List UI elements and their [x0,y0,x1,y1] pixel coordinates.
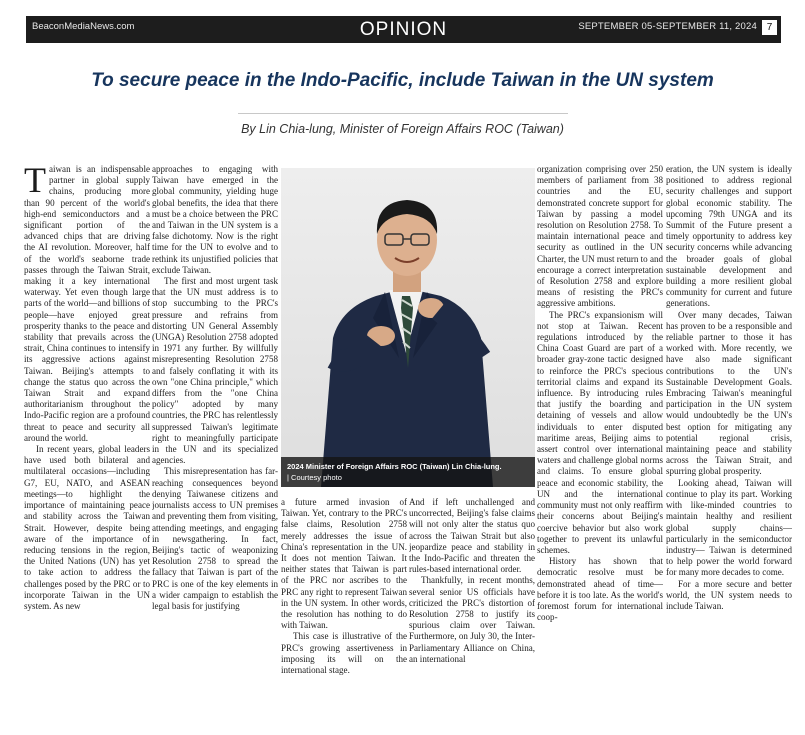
column-2 [152,164,278,730]
paragraph: The PRC's expansionism will not stop at Taiwan. Recent regulations introduced by the China Coast Guard are part of a broader gray-zone tactic designed to reinforce the PRC's specious territorial claims and expand its influence. By introducing rules that justify the boarding and detaining of vessels and allow individuals to enter disputed maritime areas, Beijing aims to assert control over international waters and challenge global norms and claims. To ensure global peace and economic stability, the UN and the international community must not only reaffirm their concerns about Beijing's coercive behavior but also work together to prevent its unlawful schemes. [537,309,663,555]
site-name[interactable]: BeaconMediaNews.com [32,21,135,32]
paragraph: History has shown that democratic resolve must be demonstrated ahead of time—before it is too late. As the world's foremost forum for international coop- [537,556,663,623]
page-number: 7 [762,20,777,35]
section-title: OPINION [359,19,448,40]
paragraph: Over many decades, Taiwan has proven to be a responsible and reliable partner to those it has worked with. More recently, we have also made significant contributions to the UN's Sustainable Development Goals. Embracing Taiwan's meaningful participation in the UN system would undoubtedly be the UN's best option for mitigating any potential regional crisis, maintaining peace and stability across the Taiwan Strait, and spurring global prosperity. [666,309,792,477]
paragraph: Taiwan is an indispensable partner in global supply chains, producing more than 90 percent of the world's high-end semiconductors and a significant portion of the advanced chips that are driving the AI revolution. Moreover, half of the world's seaborne trade passes through the Taiwan Strait, making it a key international waterway. Yet even though large parts of the world—and billions of people—have enjoyed great prosperity thanks to the peace and stability that prevails across the strait, China continues to intensify its aggressive actions against Taiwan. Beijing's attempts to change the status quo across the Taiwan Strait and expand authoritarianism throughout the Indo-Pacific region are a profound threat to peace and security all around the world. [24,164,150,443]
caption-text: 2024 Minister of Foreign Affairs ROC (Taiwan) Lin Chia-lung. [287,462,502,471]
paragraph: eration, the UN system is ideally positioned to address regional security challenges and support global economic stability. The upcoming 79th UNGA and its Summit of the Future present a timely opportunity to address key security concerns while advancing the broader goals of global sustainable development and building a more resilient global community for current and future generations. [666,164,792,309]
paragraph: And if left unchallenged and uncorrected, Beijing's false claims will not only alter the status quo across the Taiwan Strait but also jeopardize peace and stability in the Indo-Pacific and threaten the rules-based international order. [409,497,535,575]
article-byline: By Lin Chia-lung, Minister of Foreign Affairs ROC (Taiwan) [241,122,564,136]
paragraph: Thankfully, in recent months, several senior US officials have criticized the PRC's distortion of Resolution 2758 to justify its spurious claim over Taiwan. Furthermore, on July 30, the Inter-Parliamentary Alliance on China, an international [409,575,535,664]
portrait-illustration [281,168,535,487]
column-4 [409,497,535,730]
paragraph: This case is illustrative of the PRC's growing assertiveness in imposing its will on the international stage. [281,631,407,676]
paragraph: Looking ahead, Taiwan will continue to play its part. Working with like-minded countries to maintain healthy and resilient global supply chains— particularly in the semiconductor industry— Taiwan is determined to help power the world forward for many more decades to come. [666,477,792,578]
column-3 [281,497,407,730]
column-6 [666,164,792,730]
headline-divider [238,113,568,114]
paragraph: This misrepresentation has far-reaching consequences beyond denying Taiwanese citizens and journalists access to UN premises and preventing them from visiting, attending meetings, and engaging in newsgathering. In fact, Beijing's tactic of weaponizing Resolution 2758 to spread the fallacy that Taiwan is part of the PRC is one of the key elements in a wider campaign to establish the legal basis for justifying [152,466,278,611]
paragraph: For a more secure and better world, the UN system needs to include Taiwan. [666,578,792,611]
column-1 [24,164,150,730]
paragraph: In recent years, global leaders have used both bilateral and multilateral occasions—including G7, EU, NATO, and ASEAN meetings—to highlight the importance of maintaining peace and stability across the Taiwan Strait. However, despite being aware of the importance of reducing tensions in the region, the United Nations (UN) has yet to take action to address the challenges posed by the PRC or to incorporate Taiwan in the UN system. As new [24,444,150,611]
paragraph: approaches to engaging with Taiwan have emerged in the global community, yielding huge global benefits, the idea that there must be a choice between the PRC and Taiwan in the UN system is a false dichotomy. Now is the right time for the UN to evolve and to rethink its unjustified policies that exclude Taiwan. [152,164,278,275]
article-headline: To secure peace in the Indo-Pacific, include Taiwan in the UN system [91,70,714,91]
column-5 [537,164,663,730]
drop-cap: T [24,164,46,200]
photo-caption [281,457,535,487]
photo-credit: | Courtesy photo [287,473,342,482]
author-photo [281,168,535,487]
paragraph: organization comprising over 250 members of parliament from 38 countries and the EU, demonstrated concrete support for Taiwan by passing a model resolution on Resolution 2758. To maintain international peace and security as outlined in the UN Charter, the UN must return to and encourage a correct interpretation of Resolution 2758 and explore means of resisting the PRC's aggressive ambitions. [537,164,663,309]
paragraph: The first and most urgent task that the UN must address is to stop succumbing to the PRC's pressure and refrains from distorting UN General Assembly (UNGA) Resolution 2758 adopted in 1971 any further. By willfully misrepresenting Resolution 2758 and falsely conflating it with its own "one China principle," which differs from the "one China policy" adopted by many countries, the PRC has relentlessly suppressed Taiwan's legitimate right to meaningfully participate in the UN and its specialized agencies. [152,276,278,466]
header-bar [26,16,781,43]
issue-date: SEPTEMBER 05-SEPTEMBER 11, 2024 [578,21,757,32]
paragraph: a future armed invasion of Taiwan. Yet, contrary to the PRC's false claims, Resolution 2758 merely addresses the issue of China's representation in the UN. It does not mention Taiwan. It neither states that Taiwan is part of the PRC nor ascribes to the PRC any right to represent Taiwan in the UN system. In other words, the resolution has nothing to do with Taiwan. [281,497,407,631]
